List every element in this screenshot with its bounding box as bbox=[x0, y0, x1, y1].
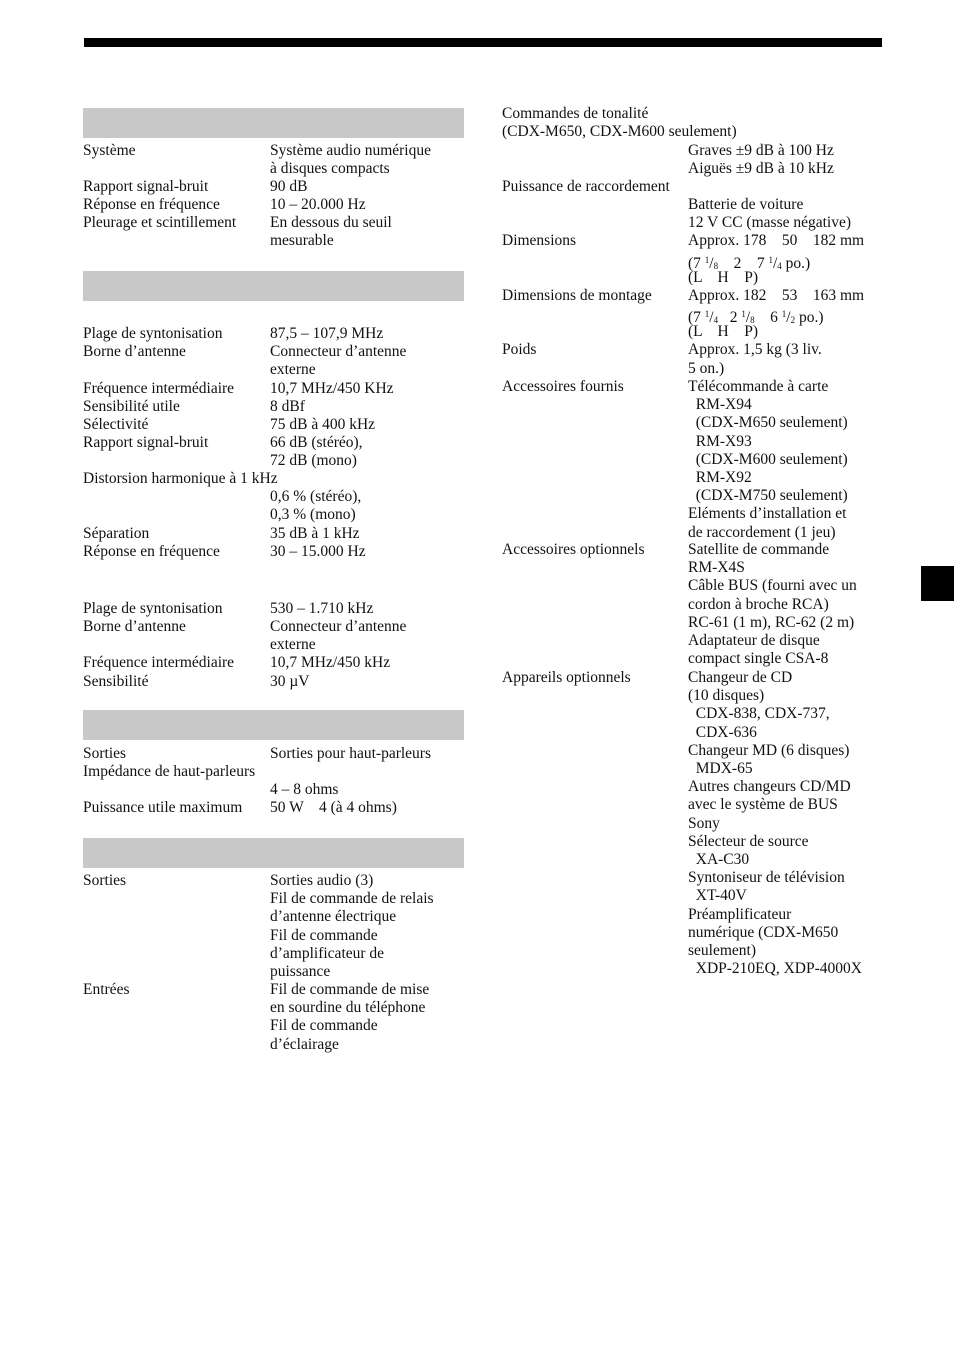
mounting-value: Approx. 182 53 163 mm bbox=[688, 287, 865, 304]
spec-value: puissance bbox=[270, 963, 331, 980]
spec-value: RM-X94 bbox=[688, 396, 752, 414]
spec-label: Distorsion harmonique à 1 kHz bbox=[83, 470, 278, 487]
spec-label: Sensibilité utile bbox=[83, 398, 180, 415]
spec-label: Accessoires fournis bbox=[502, 378, 624, 395]
spec-value: 30 µV bbox=[270, 673, 310, 690]
spec-label: Séparation bbox=[83, 525, 150, 542]
spec-value: Syntoniseur de télévision bbox=[688, 869, 845, 887]
spec-label: Rapport signal-bruit bbox=[83, 434, 209, 451]
mounting-inches: (7 $^1$/4 2 $^1$/8 6 $^1$/2 po.) bbox=[688, 309, 824, 326]
spec-value: RM-X92 bbox=[688, 469, 752, 486]
spec-value: Sélecteur de source bbox=[688, 832, 809, 850]
spec-value: 5 on.) bbox=[688, 360, 725, 377]
spec-value: Eléments d’installation et bbox=[688, 505, 847, 523]
spec-value: seulement) bbox=[688, 942, 757, 959]
spec-value: 35 dB à 1 kHz bbox=[270, 525, 360, 542]
spec-label: Pleurage et scintillement bbox=[83, 214, 237, 231]
spec-label: Rapport signal-bruit bbox=[83, 178, 209, 195]
section-band-tuner bbox=[83, 271, 464, 301]
spec-value: Câble BUS (fourni avec un bbox=[688, 577, 857, 595]
spec-value: Sony bbox=[688, 814, 720, 832]
spec-value: Fil de commande bbox=[270, 1017, 378, 1035]
spec-value: 12 V CC (masse négative) bbox=[688, 214, 852, 231]
spec-value: RM-X4S bbox=[688, 559, 745, 577]
spec-label: Système bbox=[83, 142, 136, 159]
section-band-general bbox=[83, 838, 464, 868]
spec-value: (10 disques) bbox=[688, 687, 765, 705]
spec-value: Adaptateur de disque bbox=[688, 632, 820, 649]
spec-value: MDX-65 bbox=[688, 760, 753, 777]
spec-label: Appareils optionnels bbox=[502, 669, 631, 686]
spec-value: Graves ±9 dB à 100 Hz bbox=[688, 142, 834, 159]
spec-label: Réponse en fréquence bbox=[83, 543, 220, 560]
spec-value: (CDX-M600 seulement) bbox=[688, 450, 848, 468]
spec-label: Réponse en fréquence bbox=[83, 196, 220, 213]
spec-value: Satellite de commande bbox=[688, 541, 830, 558]
spec-label: Borne d’antenne bbox=[83, 343, 186, 360]
spec-value: Fil de commande de mise bbox=[270, 981, 430, 998]
spec-label: Borne d’antenne bbox=[83, 618, 186, 635]
spec-value: 87,5 – 107,9 MHz bbox=[270, 325, 384, 342]
spec-value: Connecteur d’antenne bbox=[270, 343, 407, 360]
spec-value: à disques compacts bbox=[270, 160, 390, 178]
spec-value: XT-40V bbox=[688, 887, 747, 905]
spec-value: 8 dBf bbox=[270, 398, 305, 415]
spec-label: Commandes de tonalité bbox=[502, 105, 649, 122]
spec-label: Fréquence intermédiaire bbox=[83, 654, 235, 671]
spec-value: Télécommande à carte bbox=[688, 378, 829, 395]
spec-label: Dimensions bbox=[502, 232, 577, 249]
spec-value: 90 dB bbox=[270, 178, 308, 195]
spec-label: Sorties bbox=[83, 872, 127, 889]
spec-value: RC-61 (1 m), RC-62 (2 m) bbox=[688, 613, 855, 631]
spec-value: 30 – 15.000 Hz bbox=[270, 543, 366, 560]
spec-value: En dessous du seuil bbox=[270, 214, 392, 231]
spec-value: (CDX-M650 seulement) bbox=[688, 414, 848, 432]
spec-value: 10,7 MHz/450 KHz bbox=[270, 380, 394, 397]
spec-value: Préamplificateur bbox=[688, 905, 792, 923]
spec-value: RM-X93 bbox=[688, 432, 752, 450]
spec-value: avec le système de BUS bbox=[688, 796, 838, 814]
spec-value: compact single CSA-8 bbox=[688, 650, 829, 668]
spec-value: Approx. 1,5 kg (3 liv. bbox=[688, 341, 822, 358]
spec-label: Sélectivité bbox=[83, 416, 149, 433]
top-rule bbox=[84, 38, 882, 47]
spec-value: 75 dB à 400 kHz bbox=[270, 416, 376, 433]
spec-value: Autres changeurs CD/MD bbox=[688, 778, 851, 796]
spec-value: 10 – 20.000 Hz bbox=[270, 196, 366, 213]
spec-value: d’éclairage bbox=[270, 1035, 339, 1053]
section-band-amplifier bbox=[83, 710, 464, 740]
spec-value: Batterie de voiture bbox=[688, 196, 804, 213]
spec-value: CDX-636 bbox=[688, 723, 757, 741]
spec-label: Plage de syntonisation bbox=[83, 600, 223, 617]
spec-label: Sorties bbox=[83, 745, 127, 762]
dimensions-inches: (7 $^1$/8 2 7 $^1$/4 po.) bbox=[688, 255, 811, 272]
spec-value: 4 – 8 ohms bbox=[270, 781, 339, 799]
spec-value: 530 – 1.710 kHz bbox=[270, 600, 374, 617]
spec-value: Fil de commande de relais bbox=[270, 890, 434, 908]
spec-value: Sorties pour haut-parleurs bbox=[270, 745, 431, 762]
spec-label: Dimensions de montage bbox=[502, 287, 652, 304]
spec-value: Changeur MD (6 disques) bbox=[688, 741, 850, 759]
spec-value: 72 dB (mono) bbox=[270, 452, 357, 470]
spec-value: Changeur de CD bbox=[688, 669, 793, 686]
side-tab-marker bbox=[921, 566, 954, 601]
spec-value: Sorties audio (3) bbox=[270, 872, 374, 889]
spec-label: Puissance utile maximum bbox=[83, 799, 243, 816]
spec-value: d’amplificateur de bbox=[270, 944, 385, 962]
mounting-lhp: (L H P) bbox=[688, 323, 759, 340]
spec-value: Aiguës ±9 dB à 10 kHz bbox=[688, 160, 834, 177]
dimensions-value: Approx. 178 50 182 mm bbox=[688, 232, 865, 249]
spec-value: Système audio numérique bbox=[270, 142, 431, 159]
spec-value: Fil de commande bbox=[270, 926, 378, 944]
spec-value: d’antenne électrique bbox=[270, 908, 397, 926]
spec-label: Poids bbox=[502, 341, 537, 358]
spec-value: de raccordement (1 jeu) bbox=[688, 523, 836, 541]
spec-label: Puissance de raccordement bbox=[502, 178, 670, 195]
spec-value: mesurable bbox=[270, 232, 334, 250]
spec-value: 10,7 MHz/450 kHz bbox=[270, 654, 391, 671]
spec-value: en sourdine du téléphone bbox=[270, 999, 426, 1017]
spec-value: (CDX-M750 seulement) bbox=[688, 487, 848, 505]
spec-value: numérique (CDX-M650 bbox=[688, 923, 839, 941]
spec-label: Impédance de haut-parleurs bbox=[83, 763, 256, 780]
spec-label: Accessoires optionnels bbox=[502, 541, 645, 558]
section-band-cd bbox=[83, 108, 464, 138]
spec-value: 0,3 % (mono) bbox=[270, 506, 356, 524]
spec-value: externe bbox=[270, 636, 316, 654]
spec-value: CDX-838, CDX-737, bbox=[688, 705, 830, 723]
spec-value: cordon à broche RCA) bbox=[688, 595, 829, 613]
spec-value: externe bbox=[270, 361, 316, 379]
spec-value: 66 dB (stéréo), bbox=[270, 434, 363, 451]
spec-value: 50 W 4 (à 4 ohms) bbox=[270, 799, 397, 816]
spec-value: Connecteur d’antenne bbox=[270, 618, 407, 635]
spec-label: Fréquence intermédiaire bbox=[83, 380, 235, 397]
spec-label: Entrées bbox=[83, 981, 130, 998]
spec-value: 0,6 % (stéréo), bbox=[270, 488, 362, 506]
spec-label: (CDX-M650, CDX-M600 seulement) bbox=[502, 123, 737, 140]
spec-label: Plage de syntonisation bbox=[83, 325, 223, 342]
spec-label: Sensibilité bbox=[83, 673, 149, 690]
spec-value: XA-C30 bbox=[688, 851, 750, 868]
spec-value: XDP-210EQ, XDP-4000X bbox=[688, 960, 862, 978]
dimensions-lhp: (L H P) bbox=[688, 269, 759, 286]
